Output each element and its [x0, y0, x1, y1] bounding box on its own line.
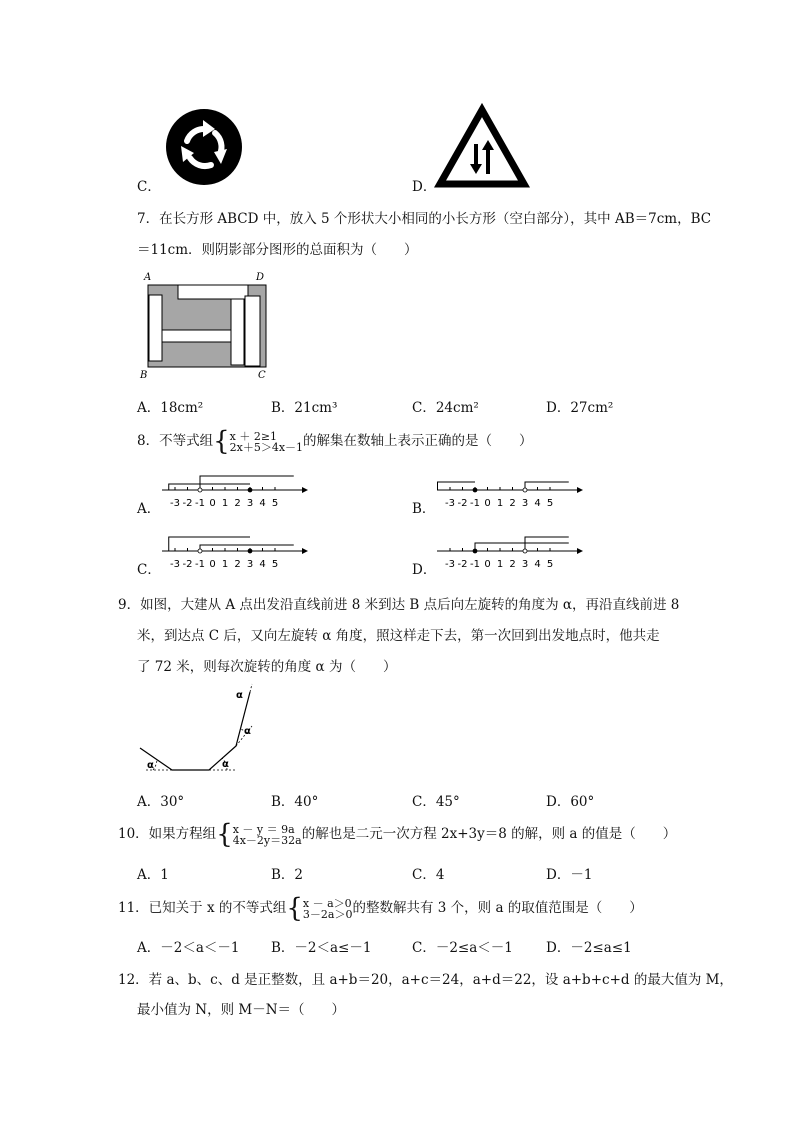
q10-prefix: 10．如果方程组 [118, 826, 217, 842]
open-point [198, 488, 202, 492]
q8-option-b-label: B． [412, 501, 436, 517]
q8-eq1: x ＋ 2≥1 [229, 429, 278, 443]
tick-label: 2 [234, 559, 241, 570]
q11-suffix: 的整数解共有 3 个，则 a 的取值范围是（ ） [352, 900, 643, 916]
tick-label: 0 [484, 559, 491, 570]
q8-option-d-label: D． [412, 562, 437, 578]
figure-label-d: D [256, 272, 265, 283]
q8-system [230, 431, 303, 453]
tick-label: 5 [271, 559, 279, 570]
solution-range [525, 537, 569, 551]
alpha-label-1: α [147, 760, 154, 771]
q11-system [303, 898, 353, 920]
q6-option-d-label: D． [412, 179, 437, 195]
two-way-traffic-warning-sign-icon [438, 108, 526, 186]
tick-label: -3 [170, 559, 180, 570]
tick-label: 4 [259, 498, 266, 509]
q11-option-c: C．－2≤a＜－1 [412, 940, 513, 956]
tick-label: -1 [470, 498, 480, 509]
figure-label-c: C [258, 370, 266, 381]
q10-system [233, 824, 302, 846]
tick-label: 0 [484, 498, 491, 509]
tick-label: 2 [234, 498, 241, 509]
tick-label: -3 [445, 559, 455, 570]
q9-option-c: C．45° [412, 794, 460, 810]
q12-text-line1: 12．若 a、b、c、d 是正整数，且 a+b＝20，a+c＝24，a+d＝22，设 a+b+c+d 的最大值为 M， [118, 972, 733, 988]
open-point [523, 549, 527, 553]
q9-walking-path-figure [135, 686, 260, 774]
q10-question [118, 819, 677, 850]
q11-brace: { [286, 893, 303, 924]
number-line-d [435, 529, 585, 575]
q12-text-line2: 最小值为 N，则 M－N＝（ ） [137, 1002, 346, 1018]
q8-question [137, 426, 533, 457]
q11-eq1: x － a＞0 [302, 896, 352, 910]
q10-suffix: 的解也是二元一次方程 2x+3y＝8 的解，则 a 的值是（ ） [301, 826, 677, 842]
tick-label: 1 [221, 559, 229, 570]
q10-option-c: C．4 [412, 867, 445, 883]
q8-eq2: 2x＋5＞4x－1 [229, 440, 304, 454]
open-point [523, 488, 527, 492]
tick-label: 0 [209, 559, 216, 570]
closed-point [248, 549, 252, 553]
tick-label: 3 [246, 498, 254, 509]
q10-eq1: x － y ＝ 9a [232, 822, 295, 836]
closed-point [473, 488, 477, 492]
q9-option-b: B．40° [271, 794, 319, 810]
tick-label: -2 [182, 559, 193, 570]
tick-label: 3 [521, 498, 529, 509]
q7-rectangle-figure [138, 268, 278, 382]
q7-option-a: A．18cm² [137, 400, 204, 416]
tick-label: 3 [521, 559, 529, 570]
q7-option-c: C．24cm² [412, 400, 479, 416]
q7-text-line2: ＝11cm．则阴影部分图形的总面积为（ ） [137, 242, 418, 258]
tick-label: -1 [470, 559, 480, 570]
tick-label: -3 [170, 498, 180, 509]
alpha-label-4: α [236, 690, 243, 701]
tick-label: -1 [195, 498, 205, 509]
q9-option-d: D．60° [546, 794, 595, 810]
q11-option-b: B．－2＜a≤－1 [271, 940, 372, 956]
closed-point [248, 488, 252, 492]
open-point [198, 549, 202, 553]
tick-label: 1 [221, 498, 229, 509]
tick-label: 1 [496, 559, 504, 570]
q8-option-a-label: A． [137, 501, 161, 517]
tick-label: -1 [195, 559, 205, 570]
q11-prefix: 11．已知关于 x 的不等式组 [118, 900, 287, 916]
q9-text-line2: 米，到达点 C 后，又向左旋转 α 角度，照这样走下去，第一次回到出发地点时，他共走 [137, 628, 660, 644]
q11-option-a: A．－2＜a＜－1 [137, 940, 240, 956]
roundabout-sign-icon [165, 108, 243, 186]
solution-range [200, 476, 294, 490]
q7-option-b: B．21cm³ [271, 400, 338, 416]
figure-label-b: B [140, 370, 148, 381]
q8-suffix: 的解集在数轴上表示正确的是（ ） [303, 433, 533, 449]
tick-label: 2 [509, 559, 516, 570]
q8-option-c-label: C． [137, 562, 161, 578]
solution-range [525, 482, 569, 490]
q10-brace: { [216, 819, 233, 850]
figure-label-a: A [144, 272, 152, 283]
alpha-label-2: α [222, 759, 229, 770]
solution-range [438, 482, 476, 490]
tick-label: 2 [509, 498, 516, 509]
tick-label: -3 [445, 498, 455, 509]
q9-option-a: A．30° [137, 794, 185, 810]
solution-range [475, 543, 569, 551]
q11-eq2: 3－2a＞0 [302, 907, 353, 921]
solution-range [200, 545, 294, 551]
tick-label: 4 [534, 498, 541, 509]
q8-brace: { [213, 426, 230, 457]
number-line-c [160, 529, 310, 575]
q9-text-line1: 9．如图，大建从 A 点出发沿直线前进 8 米到达 B 点后向左旋转的角度为 α，再沿直线前进 8 [118, 597, 680, 613]
tick-label: -2 [182, 498, 193, 509]
q7-option-d: D．27cm² [546, 400, 614, 416]
q7-text-line1: 7．在长方形 ABCD 中，放入 5 个形状大小相同的小长方形（空白部分），其中 AB＝7cm，BC [137, 211, 712, 227]
number-line-a [160, 468, 310, 514]
tick-label: 4 [259, 559, 266, 570]
tick-label: 0 [209, 498, 216, 509]
tick-label: 1 [496, 498, 504, 509]
q11-option-d: D．－2≤a≤1 [546, 940, 632, 956]
closed-point [473, 549, 477, 553]
tick-label: -2 [457, 559, 468, 570]
q6-option-c-label: C． [137, 179, 161, 195]
tick-label: 5 [546, 559, 554, 570]
q8-prefix: 8．不等式组 [137, 433, 214, 449]
q10-eq2: 4x－2y＝32a [232, 833, 302, 847]
tick-label: -2 [457, 498, 468, 509]
tick-label: 5 [271, 498, 279, 509]
q10-option-a: A．1 [137, 867, 169, 883]
q11-question [118, 893, 643, 924]
tick-label: 4 [534, 559, 541, 570]
number-line-b [435, 468, 585, 514]
q10-option-d: D．－1 [546, 867, 593, 883]
tick-label: 5 [546, 498, 554, 509]
q10-option-b: B．2 [271, 867, 304, 883]
alpha-label-3: α [244, 726, 251, 737]
tick-label: 3 [246, 559, 254, 570]
q9-text-line3: 了 72 米，则每次旋转的角度 α 为（ ） [137, 659, 397, 675]
